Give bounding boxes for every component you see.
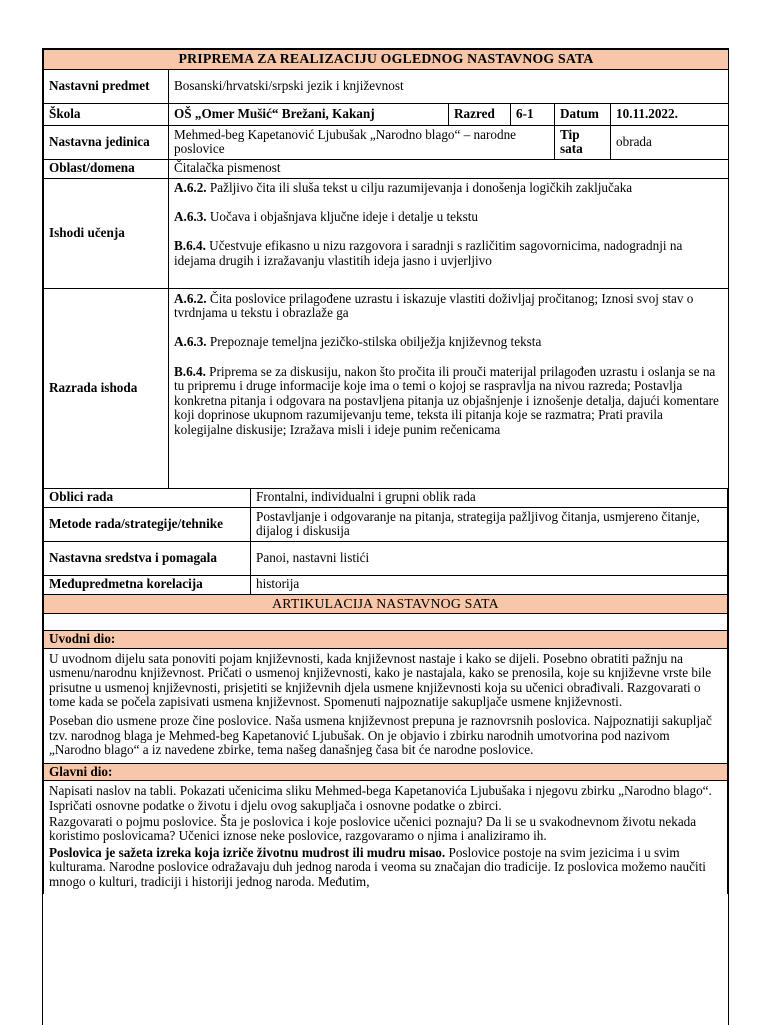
razred-label: Razred: [449, 103, 511, 125]
glavni-paragraph-2: Razgovarati o pojmu poslovice. Šta je poslovica i koje poslovice učenici poznaju? Da li se u svakodnevnom životu nekada koristimo poslovicama? Učenici iznose neke poslovice, razgovaramo o njima i analiziramo ih.: [49, 814, 697, 844]
razrada-code: A.6.2.: [174, 290, 207, 306]
korelacija-value: historija: [251, 575, 728, 594]
header-table: [43, 49, 729, 489]
methods-table: [43, 488, 728, 595]
ishodi-label: Ishodi učenja: [44, 178, 169, 288]
razred-value: 6-1: [511, 103, 555, 125]
datum-label: Datum: [555, 103, 611, 125]
ishod-text: Pažljivo čita ili sluša tekst u cilju razumijevanja i donošenja logičkih zaključaka: [206, 179, 633, 195]
skola-value: OŠ „Omer Mušić“ Brežani, Kakanj: [169, 103, 449, 125]
razrada-text: Prepoznaje temeljna jezičko-stilska obilježja književnog teksta: [206, 334, 542, 350]
jedinica-value: Mehmed-beg Kapetanović Ljubušak „Narodno blago“ – narodne poslovice: [169, 125, 555, 159]
uvodni-heading: Uvodni dio:: [44, 631, 728, 649]
artikulacija-title: ARTIKULACIJA NASTAVNOG SATA: [44, 594, 728, 614]
skola-label: Škola: [44, 103, 169, 125]
metode-value: Postavljanje i odgovaranje na pitanja, strategija pažljivog čitanja, usmjereno čitanje, dijalog i diskusija: [251, 507, 728, 541]
ishod-item: [174, 181, 723, 196]
spacer-row: [44, 614, 728, 631]
tip-value: obrada: [611, 125, 729, 159]
poslovica-definition: Poslovica je sažeta izreka koja izriče životnu mudrost ili mudru misao.: [49, 844, 446, 860]
ishod-code: A.6.3.: [174, 208, 207, 224]
uvodni-paragraph-2: Poseban dio usmene proze čine poslovice. Naša usmena književnost prepuna je raznovrsnih poslovica. Najpoznatiji sakupljač tzv. narodnog blaga je Mehmed-beg Kapetanović Ljubušak. On je objavio i zbirku narodnih umotvorina pod nazivom „Narodno blago“ a iz navedene zbirke, tema našeg današnjeg časa bit će narodne poslovice.: [49, 713, 712, 758]
korelacija-label: Međupredmetna korelacija: [44, 575, 251, 594]
glavni-content: [44, 781, 728, 894]
glavni-paragraph-1: Napisati naslov na tabli. Pokazati učenicima sliku Mehmed-bega Kapetanovića Ljubušaka i njegovu zbirku „Narodno blago“. Ispričati osnovne podatke o životu i djelu ovog sakupljača i osnovne podatke o zbirci.: [49, 783, 712, 813]
razrada-code: A.6.3.: [174, 334, 207, 350]
ishod-item: [174, 210, 723, 225]
razrada-text: Priprema se za diskusiju, nakon što pročita ili prouči materijal prilagođen uzrastu i oslanja se na tu pripremu i druge informacije koje ima o temi o kojoj se raspravlja na nivou razreda; Postavlja konkretna pitanja i odgovara na postavljena pitanja uz objašnjenje i iznošenje detalja, dajući komentare koji doprinose ukupnom razumijevanju teme, teksta ili pitanja koje se razmatra; Prati pravila kolegijalne diskusije; Izražava misli i ideje punim rečenicama: [174, 363, 719, 437]
glavni-heading: Glavni dio:: [44, 763, 728, 781]
datum-value: 10.11.2022.: [611, 103, 729, 125]
metode-label: Metode rada/strategije/tehnike: [44, 507, 251, 541]
oblici-value: Frontalni, individualni i grupni oblik rada: [251, 488, 728, 507]
predmet-label: Nastavni predmet: [44, 69, 169, 103]
predmet-value: Bosanski/hrvatski/srpski jezik i književnost: [169, 69, 729, 103]
razrada-item: [174, 365, 723, 438]
uvodni-paragraph-1: U uvodnom dijelu sata ponoviti pojam književnosti, kada književnost nastaje i kako se dijeli. Posebno obratiti pažnju na usmenu/narodnu književnost. Pričati o usmenoj književnosti, kako je nastajala, kako se prenosila, koje su književne vrste bile prisutne u usmenoj književnosti, prisjetiti se književnih djela usmene književnosti koja su učenici obrađivali. Razgovarati o tome kada se počela zapisivati usmena književnost. Spomenuti najpoznatije sakupljače usmene književnosti.: [49, 650, 712, 709]
ishod-text: Učestvuje efikasno u nizu razgovora i saradnji s različitim sagovornicima, nadogradnji na idejama drugih i izražavanju vlastitih ideja jasno i uvjerljivo: [174, 237, 683, 268]
tip-label: Tip sata: [555, 125, 611, 159]
ishod-code: A.6.2.: [174, 179, 207, 195]
glavni-paragraph-3: [49, 846, 722, 889]
razrada-label: Razrada ishoda: [44, 288, 169, 488]
oblici-label: Oblici rada: [44, 488, 251, 507]
razrada-item: [174, 292, 723, 321]
lesson-plan-page: [42, 48, 729, 1025]
sredstva-label: Nastavna sredstva i pomagala: [44, 541, 251, 575]
oblast-value: Čitalačka pismenost: [169, 159, 729, 178]
razrada-content: [169, 288, 729, 488]
ishod-text: Uočava i objašnjava ključne ideje i detalje u tekstu: [206, 208, 478, 224]
ishod-item: [174, 239, 723, 268]
jedinica-label: Nastavna jedinica: [44, 125, 169, 159]
ishod-code: B.6.4.: [174, 237, 206, 253]
razrada-item: [174, 335, 723, 350]
articulation-table: [43, 594, 728, 894]
razrada-code: B.6.4.: [174, 363, 206, 379]
glavni-paragraph-3-text: Poslovice postoje na svim jezicima i u svim kulturama. Narodne poslovice odražavaju duh jednog naroda i veoma su značajan dio tradicije. Iz poslovica možemo naučiti mnogo o kulturi, tradiciji i historiji jednog naroda. Međutim,: [49, 844, 706, 889]
ishodi-content: [169, 178, 729, 288]
document-title: PRIPREMA ZA REALIZACIJU OGLEDNOG NASTAVNOG SATA: [44, 50, 729, 70]
oblast-label: Oblast/domena: [44, 159, 169, 178]
razrada-text: Čita poslovice prilagođene uzrastu i iskazuje vlastiti doživljaj pročitanog; Iznosi svoj stav o tvrdnjama u tekstu i obrazlaže ga: [174, 290, 694, 321]
uvodni-content: [44, 648, 728, 763]
sredstva-value: Panoi, nastavni listići: [251, 541, 728, 575]
